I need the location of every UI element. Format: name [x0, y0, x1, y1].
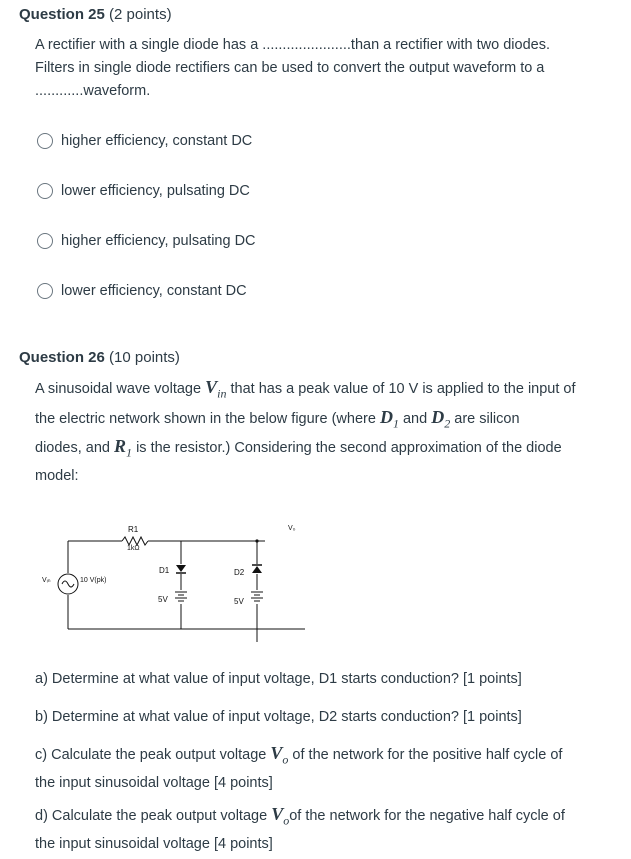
text-segment: of the network for the positive half cycle of [292, 747, 563, 763]
battery-1-label: 5V [158, 595, 168, 604]
vin-label: Vᵢₙ [42, 577, 51, 584]
r1-symbol [114, 436, 133, 460]
math-sub: 1 [392, 416, 399, 431]
vin-symbol [205, 377, 227, 401]
option-3-label: higher efficiency, pulsating DC [61, 233, 256, 249]
r1-label: R1 [128, 525, 139, 534]
question-26-line2 [35, 406, 620, 436]
question-25-points: (2 points) [109, 6, 172, 23]
radio-button[interactable] [37, 133, 53, 149]
question-25-line3: ............waveform. [35, 83, 151, 99]
text-segment: A sinusoidal wave voltage [35, 381, 202, 397]
math-sub: 2 [444, 416, 451, 431]
sine-icon [62, 581, 74, 587]
source-label: 10 V(pk) [80, 577, 107, 584]
option-4-label: lower efficiency, constant DC [61, 283, 247, 299]
math-sub: o [283, 813, 290, 828]
option-1-label: higher efficiency, constant DC [61, 133, 253, 149]
question-d [35, 803, 620, 856]
text-segment: of the network for the negative half cycle of [289, 808, 565, 824]
question-25-text [35, 34, 620, 103]
question-25-line1: A rectifier with a single diode has a ......................than a rectifier with two diodes. [35, 37, 550, 53]
resistor-r1 [122, 537, 148, 545]
question-d-line2: the input sinusoidal voltage [4 points] [35, 835, 273, 852]
option-4[interactable] [37, 283, 247, 299]
option-1[interactable] [37, 133, 252, 149]
r1-value-label: 1kΩ [127, 545, 140, 552]
option-3[interactable] [37, 233, 256, 249]
question-c [35, 742, 620, 795]
text-segment: and [402, 410, 428, 427]
circuit-diagram [35, 520, 325, 645]
math-sub: in [217, 386, 227, 401]
math-main: V [270, 743, 283, 763]
junction-dot [255, 539, 258, 542]
text-segment: the electric network shown in the below figure (where [35, 410, 376, 427]
d2-symbol [431, 406, 451, 431]
math-main: R [114, 436, 127, 457]
question-c-line1 [35, 742, 620, 772]
math-sub: 1 [126, 445, 133, 460]
option-2-label: lower efficiency, pulsating DC [61, 183, 250, 199]
text-segment: is the resistor.) Considering the second approximation of the diode [136, 440, 562, 457]
vo-label: V₀ [288, 525, 296, 532]
question-26-label: Question 26 [19, 349, 105, 366]
question-25-line2: Filters in single diode rectifiers can be used to convert the output waveform to a [35, 60, 545, 76]
text-segment: d) Calculate the peak output voltage [35, 808, 268, 824]
diode-d2 [252, 566, 262, 573]
text-segment: are silicon [454, 410, 520, 427]
vo-symbol [271, 804, 290, 828]
text-segment: diodes, and [35, 440, 110, 457]
question-c-line2: the input sinusoidal voltage [4 points] [35, 774, 273, 791]
question-26-line1 [35, 376, 620, 406]
question-25-label: Question 25 [19, 6, 105, 23]
battery-2-label: 5V [234, 597, 244, 606]
question-d-line1 [35, 803, 620, 833]
text-segment: c) Calculate the peak output voltage [35, 747, 267, 763]
question-26-text [35, 376, 620, 488]
question-26-line3 [35, 435, 620, 465]
math-main: D [379, 406, 393, 427]
question-a: a) Determine at what value of input voltage, D1 starts conduction? [1 points] [35, 671, 522, 687]
d1-label: D1 [159, 566, 170, 575]
math-main: D [431, 406, 445, 427]
math-main: V [271, 804, 284, 824]
d2-label: D2 [234, 568, 245, 577]
radio-button[interactable] [37, 233, 53, 249]
vo-symbol [270, 743, 289, 767]
text-segment: that has a peak value of 10 V is applied to the input of [230, 381, 576, 397]
question-25-title [19, 6, 172, 23]
math-main: V [205, 377, 218, 397]
math-sub: o [282, 752, 289, 767]
radio-button[interactable] [37, 283, 53, 299]
diode-d1 [176, 565, 186, 572]
question-b: b) Determine at what value of input voltage, D2 starts conduction? [1 points] [35, 709, 522, 725]
d1-symbol [379, 406, 399, 431]
question-26-title [19, 349, 180, 366]
question-26-line4: model: [35, 467, 79, 484]
option-2[interactable] [37, 183, 250, 199]
question-26-points: (10 points) [109, 349, 180, 366]
radio-button[interactable] [37, 183, 53, 199]
